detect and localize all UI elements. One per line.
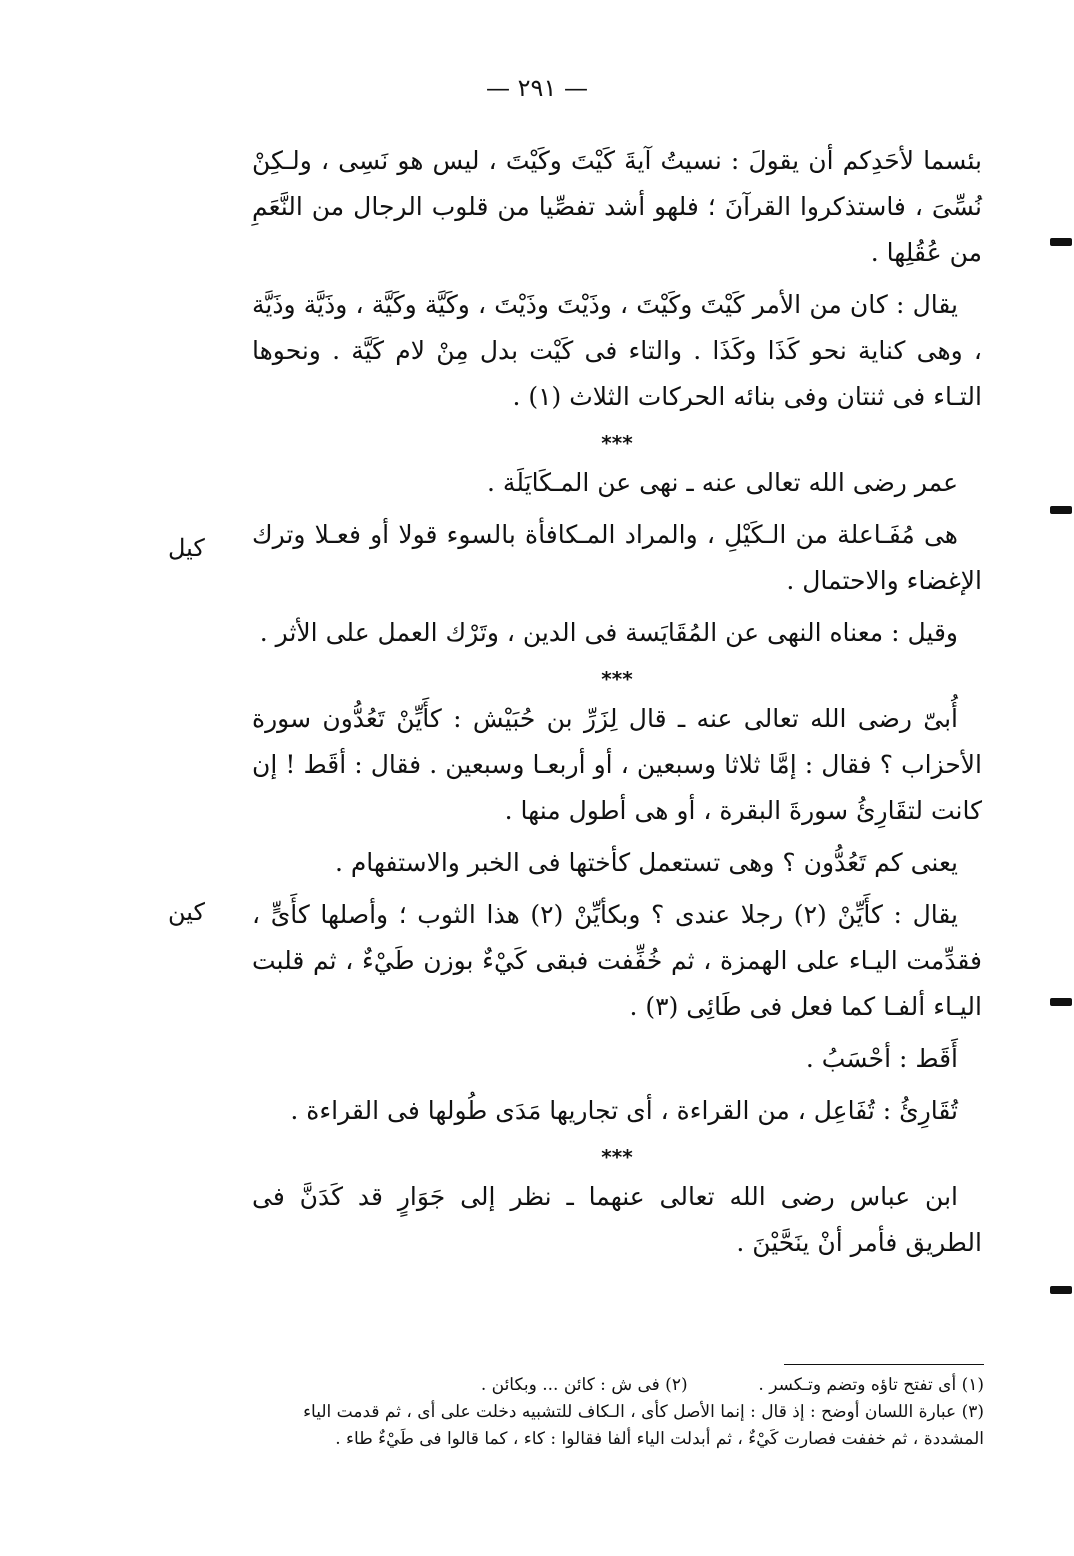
section-separator: *** xyxy=(601,431,633,455)
paragraph: عمر رضى الله تعالى عنه ـ نهى عن المـكَايَلَة . xyxy=(487,468,958,497)
paragraph: يعنى كم تَعُدُّون ؟ وهى تستعمل كأختها فى الخبر والاستفهام . xyxy=(334,848,958,877)
edge-mark xyxy=(1050,506,1072,514)
margin-note-kyn: كين xyxy=(168,898,205,926)
footnote-divider xyxy=(784,1364,984,1365)
margin-note-kyl: كيل xyxy=(168,534,205,562)
edge-mark xyxy=(1050,998,1072,1006)
paragraph: هى مُفَـاعلة من الـكَيْلِ ، والمراد المـكافأة بالسوء قولا أو فعـلا وترك الإغضاء والاحتمال . xyxy=(252,520,982,595)
section-separator: *** xyxy=(601,667,633,691)
paragraph: يقال : كأَيِّنْ (٢) رجلا عندى ؟ وبكأيِّنْ (٢) هذا الثوب ؛ وأصلها كأَىٍّ ، فقدِّمت اليـاء على الهمزة ، ثم خُفِّفت فبقى كَيْءٌ بوزن طَيْءٌ ، ثم قلبت اليـاء ألفـا كما فعل فى طَائِى (٣) . xyxy=(252,900,982,1021)
footnote-3: (٣) عبارة اللسان أوضح : إذ قال : إنما الأصل كأى ، الـكاف للتشبيه دخلت على أى ، ثم قدمت الياء المشددة ، ثم خففت فصارت كَيْءٌ ، ثم أبدلت الياء ألفا فقالوا : كاء ، كما قالوا فى طَيْءٌ طاء . xyxy=(303,1402,984,1449)
paragraph: تُقَارِئُ : تُفَاعِل ، من القراءة ، أى تجاريها مَدَى طُولها فى القراءة . xyxy=(290,1096,958,1125)
paragraph: بئسما لأحَدِكم أن يقولَ : نسيتُ آيةَ كَيْتَ وكَيْتَ ، ليس هو نَسِى ، ولـكِنْ نُسِّىَ ، فاستذكروا القرآنَ ؛ فلهو أشد تفصِّيا من قلوب الرجال من النَّعَمِ من عُقُلِها . xyxy=(252,146,982,267)
section-separator: *** xyxy=(601,1145,633,1169)
edge-mark xyxy=(1050,1286,1072,1294)
page-number: — ٢٩١ — xyxy=(486,74,588,102)
paragraph: ابن عباس رضى الله تعالى عنهما ـ نظر إلى جَوَارٍ قد كَدَنَّ فى الطريق فأمر أنْ ينَحَّيْنَ . xyxy=(252,1182,982,1257)
paragraph: أَقَط : أحْسَبُ . xyxy=(805,1044,958,1073)
paragraph: وقيل : معناه النهى عن المُقَايَسة فى الدين ، وتَرْك العمل على الأثر . xyxy=(259,618,958,647)
footnote-line xyxy=(254,1372,984,1399)
main-text xyxy=(252,138,982,1272)
footnotes xyxy=(254,1372,984,1453)
edge-mark xyxy=(1050,238,1072,246)
paragraph: يقال : كان من الأمر كَيْتَ وكَيْتَ ، وذَيْتَ وذَيْتَ ، وكَيَّة وكَيَّة ، وذَيَّة وذَيَّة ، وهى كناية نحو كَذَا وكَذَا . والتاء فى كَيْت بدل مِنْ لام كَيَّة . ونحوها التـاء فى ثنتان وفى بنائه الحركات الثلاث (١) . xyxy=(252,290,982,411)
footnote-2: (٢) فى ش : كائن ... وبكائن . xyxy=(480,1375,688,1395)
paragraph: أُبىّ رضى الله تعالى عنه ـ قال لِزَرِّ بن حُبَيْش : كأَيِّنْ تَعُدُّون سورة الأحزاب ؟ فقال : إمَّا ثلاثا وسبعين ، أو أربعـا وسبعين . فقال : أقَط ! إن كانت لتقَارِئُ سورةَ البقرة ، أو هى أطول منها . xyxy=(252,704,982,825)
footnote-1: (١) أى تفتح تاؤه وتضم وتـكسر . xyxy=(758,1375,984,1395)
